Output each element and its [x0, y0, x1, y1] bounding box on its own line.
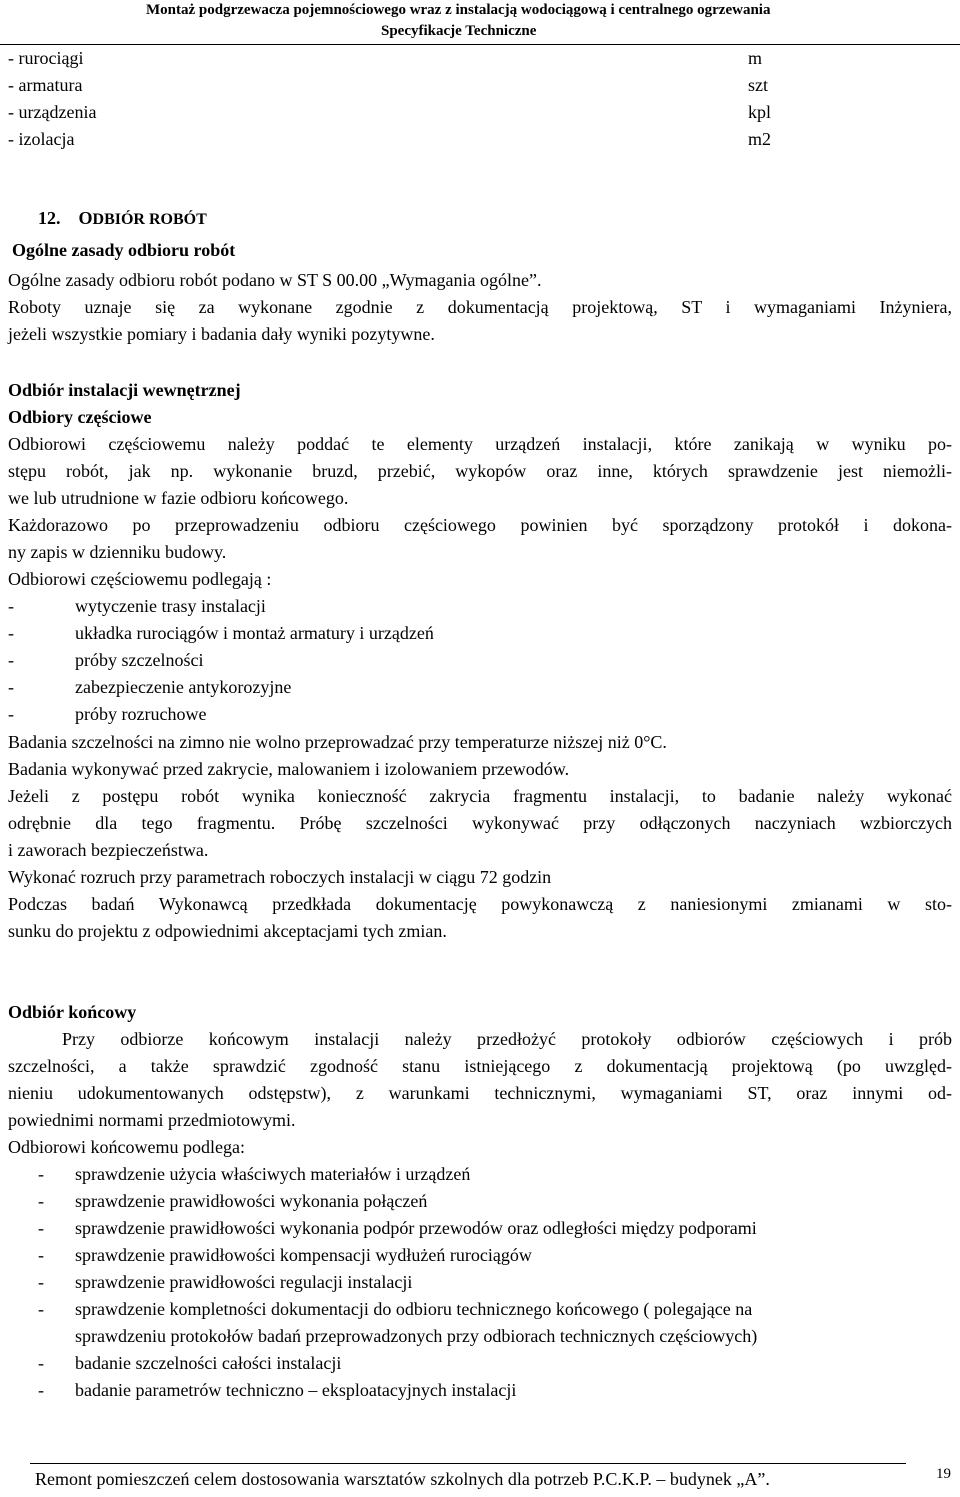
list-dash: - [38, 1353, 44, 1373]
list-item-text: wytyczenie trasy instalacji [75, 596, 266, 616]
list-item-text: układka rurociągów i montaż armatury i urządzeń [75, 623, 434, 643]
paragraph-line: Podczas badań Wykonawcą przedkłada dokumentację powykonawczą z naniesionymi zmianami w sto- [8, 894, 952, 914]
unit-item-label: - izolacja [8, 129, 75, 149]
section-heading [38, 208, 207, 229]
unit-item-label: - armatura [8, 75, 83, 95]
list-intro: Odbiorowi częściowemu podlegają : [8, 569, 272, 589]
unit-item-unit: m2 [748, 129, 772, 149]
list-item-text: sprawdzenie kompletności dokumentacji do odbioru technicznego końcowego ( polegające na [75, 1299, 753, 1319]
section-subheading: Ogólne zasady odbioru robót [12, 240, 236, 260]
list-dash: - [8, 623, 14, 643]
unit-item-label: - rurociągi [8, 48, 84, 68]
paragraph-line: powiednimi normami przedmiotowymi. [8, 1110, 296, 1130]
list-item-text: sprawdzenie użycia właściwych materiałów i urządzeń [75, 1164, 471, 1184]
list-item-text: sprawdzenie prawidłowości kompensacji wydłużeń rurociągów [75, 1245, 532, 1265]
unit-row [8, 75, 808, 101]
list-dash: - [8, 704, 14, 724]
list-dash: - [38, 1299, 44, 1319]
list-item-text: badanie parametrów techniczno – eksploatacyjnych instalacji [75, 1380, 517, 1400]
paragraph-line: we lub utrudnione w fazie odbioru końcowego. [8, 488, 349, 508]
paragraph-line: Roboty uznaje się za wykonane zgodnie z dokumentacją projektową, ST i wymaganiami Inżyniera, [8, 297, 952, 317]
paragraph-line: Przy odbiorze końcowym instalacji należy przedłożyć protokoły odbiorów częściowych i prób [62, 1029, 952, 1049]
section-number: 12. [38, 208, 61, 228]
list-dash: - [8, 596, 14, 616]
paragraph-line: Jeżeli z postępu robót wynika konieczność zakrycia fragmentu instalacji, to badanie należy wykonać [8, 786, 952, 806]
footer-divider [30, 1463, 906, 1464]
list-dash: - [38, 1272, 44, 1292]
list-item-text: zabezpieczenie antykorozyjne [75, 677, 292, 697]
list-intro: Odbiorowi końcowemu podlega: [8, 1137, 245, 1157]
list-dash: - [38, 1191, 44, 1211]
paragraph-line: sunku do projektu z odpowiednimi akceptacjami tych zmian. [8, 921, 447, 941]
list-item-text: badanie szczelności całości instalacji [75, 1353, 342, 1373]
paragraph-line: Każdorazowo po przeprowadzeniu odbioru częściowego powinien być sporządzony protokół i dokona- [8, 515, 952, 535]
list-dash: - [38, 1380, 44, 1400]
unit-item-unit: kpl [748, 102, 772, 122]
unit-item-unit: m [748, 48, 763, 68]
paragraph-line: Ogólne zasady odbioru robót podano w ST S 00.00 „Wymagania ogólne”. [8, 270, 542, 290]
paragraph-line: stępu robót, jak np. wykonanie bruzd, przebić, wykopów oraz inne, których sprawdzenie jest niemożli- [8, 461, 952, 481]
subsection-heading: Odbiór instalacji wewnętrznej [8, 380, 241, 400]
section-title-initial: O [78, 208, 93, 228]
document-header-subtitle: Specyfikacje Techniczne [381, 23, 537, 39]
list-item-continuation: sprawdzeniu protokołów badań przeprowadzonych przy odbiorach technicznych częściowych) [75, 1326, 758, 1346]
list-dash: - [38, 1164, 44, 1184]
unit-item-label: - urządzenia [8, 102, 97, 122]
paragraph-line: odrębnie dla tego fragmentu. Próbę szczelności wykonywać przy odłączonych naczyniach wzbiorczych [8, 813, 952, 833]
document-header-title: Montaż podgrzewacza pojemnościowego wraz z instalacją wodociągową i centralnego ogrzewania [146, 2, 771, 18]
paragraph-line: Odbiorowi częściowemu należy poddać te elementy urządzeń instalacji, które zanikają w wyniku po- [8, 434, 952, 454]
unit-row [8, 48, 808, 74]
list-item-text: sprawdzenie prawidłowości wykonania podpór przewodów oraz odległości między podporami [75, 1218, 757, 1238]
list-item-text: sprawdzenie prawidłowości regulacji instalacji [75, 1272, 413, 1292]
paragraph-line: Badania szczelności na zimno nie wolno przeprowadzać przy temperaturze niższej niż 0°C. [8, 732, 667, 752]
unit-item-unit: szt [748, 75, 768, 95]
unit-row [8, 102, 808, 128]
subsection-subheading: Odbiory częściowe [8, 407, 152, 427]
paragraph-line: jeżeli wszystkie pomiary i badania dały wyniki pozytywne. [8, 324, 435, 344]
list-dash: - [38, 1218, 44, 1238]
header-divider [0, 44, 960, 45]
page-number: 19 [936, 1466, 951, 1482]
paragraph-line: Badania wykonywać przed zakrycie, malowaniem i izolowaniem przewodów. [8, 759, 570, 779]
subsection-heading: Odbiór końcowy [8, 1002, 137, 1022]
list-dash: - [38, 1245, 44, 1265]
paragraph-line: Wykonać rozruch przy parametrach roboczych instalacji w ciągu 72 godzin [8, 867, 552, 887]
list-item-text: próby rozruchowe [75, 704, 207, 724]
paragraph-line: nieniu udokumentowanych odstępstw), z warunkami technicznymi, wymaganiami ST, oraz innymi od- [8, 1083, 952, 1103]
paragraph-line: i zaworach bezpieczeństwa. [8, 840, 209, 860]
paragraph-line: szczelności, a także sprawdzić zgodność stanu istniejącego z dokumentacją projektową (po uwzględ- [8, 1056, 952, 1076]
paragraph-line: ny zapis w dzienniku budowy. [8, 542, 227, 562]
list-dash: - [8, 677, 14, 697]
list-item-text: próby szczelności [75, 650, 204, 670]
list-item-text: sprawdzenie prawidłowości wykonania połączeń [75, 1191, 428, 1211]
list-dash: - [8, 650, 14, 670]
document-footer: Remont pomieszczeń celem dostosowania warsztatów szkolnych dla potrzeb P.C.K.P. – budynek „A”. [35, 1469, 770, 1489]
section-title-rest: DBIÓR ROBÓT [92, 211, 207, 228]
unit-row [8, 129, 808, 155]
